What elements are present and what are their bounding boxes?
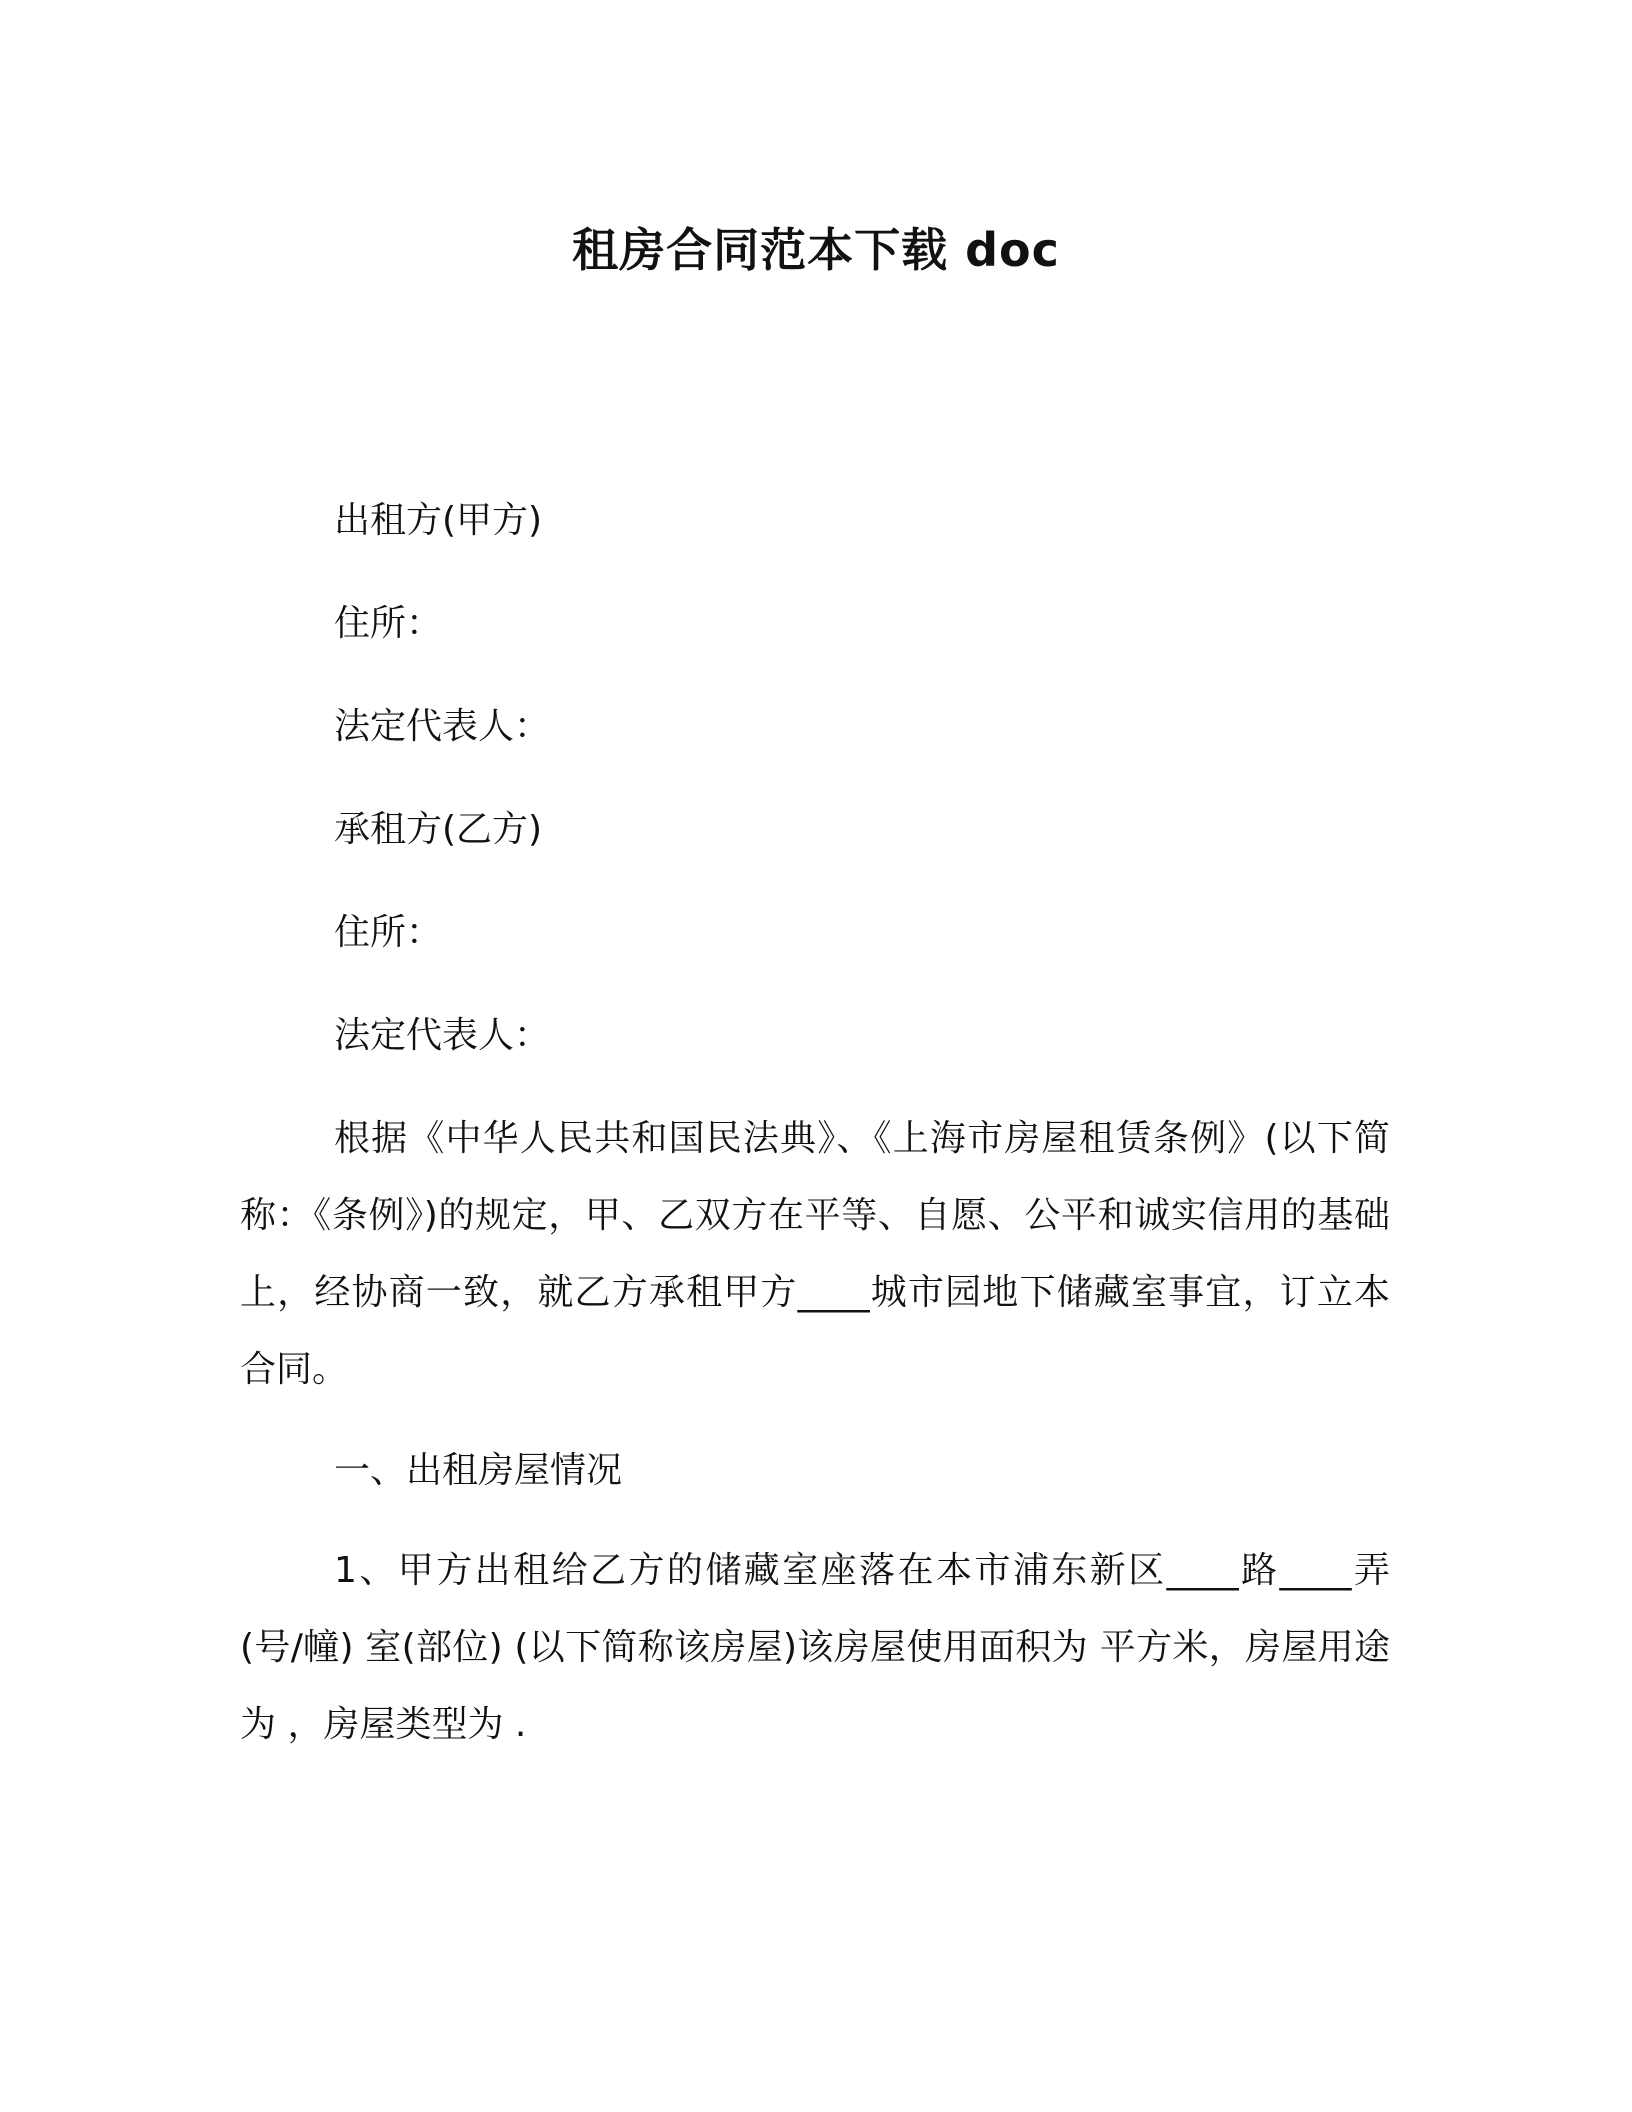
lessee-label: 承租方(乙方) bbox=[334, 809, 543, 850]
intro-paragraph: 根据《中华人民共和国民法典》、《上海市房屋租赁条例》(以下简称：《条例》)的规定，甲、乙双方在平等、自愿、公平和诚实信用的基础上，经协商一致，就乙方承租甲方____城市园地下储藏室事宜，订立本合同。 bbox=[240, 1118, 1390, 1390]
lessor-address-label: 住所： bbox=[334, 603, 443, 644]
section-1-heading: 一、出租房屋情况 bbox=[334, 1450, 623, 1491]
lessee-representative-label: 法定代表人： bbox=[334, 1015, 551, 1056]
lessor-label: 出租方(甲方) bbox=[334, 500, 543, 541]
lessee-address-label: 住所： bbox=[334, 912, 443, 953]
lessor-representative-label: 法定代表人： bbox=[334, 706, 551, 747]
document-title: 租房合同范本下载 doc bbox=[572, 223, 1060, 277]
section-1-item-1: 1、甲方出租给乙方的储藏室座落在本市浦东新区____路____弄(号/幢) 室(部位) (以下简称该房屋)该房屋使用面积为 平方米，房屋用途为 ，房屋类型为 . bbox=[240, 1550, 1390, 1745]
